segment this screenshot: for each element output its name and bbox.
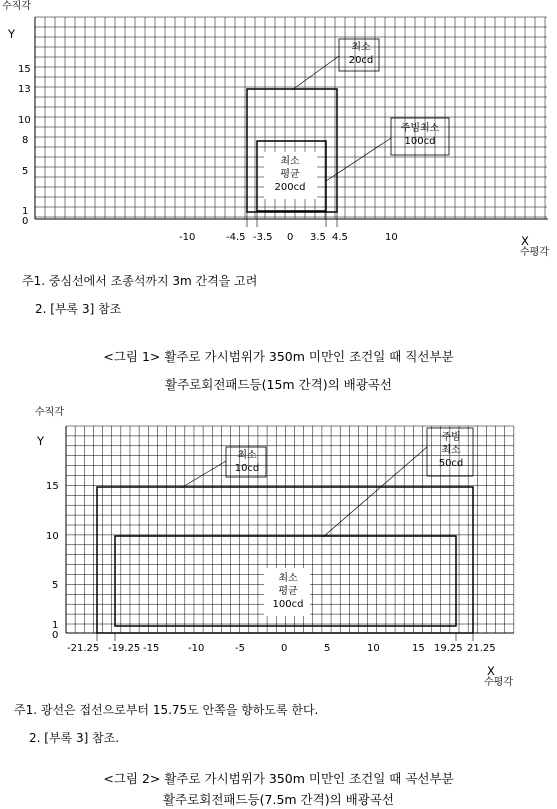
fig1-ytick-1: 1 [22,206,29,217]
fig2-ytick-0: 0 [52,630,59,641]
fig1-right-leader [326,138,391,181]
fig2-xtick-10: 10 [367,643,380,654]
fig2-xtick-19.25: 19.25 [434,643,463,654]
fig1-ytick-8: 8 [22,135,29,146]
fig1-ytick-0: 0 [22,216,29,227]
fig1-outer-box-label: 최소 20cd [348,42,374,66]
fig1-y-letter: Y [8,27,16,41]
fig2-xtick-neg21.25: -21.25 [67,643,100,654]
fig1-xtick-0: 0 [287,232,294,243]
fig2-inner-box-label: 최소 평균 100cd [272,573,304,610]
fig2-horizontal-axis-label: 수평각 [484,677,513,688]
fig1-note-1: 주1. 중심선에서 조종석까지 3m 간격을 고려 [22,274,258,288]
fig2-xtick-neg15: -15 [143,643,160,654]
fig2-caption-line1: <그림 2> 활주로 가시범위가 350m 미만인 조건일 때 곡선부분 [103,771,454,786]
fig2-xtick-neg10: -10 [188,643,205,654]
fig2-right-box-label: 주빔 최소 50cd [438,432,464,469]
fig1-caption-line1: <그림 1> 활주로 가시범위가 350m 미만인 조건일 때 직선부분 [103,349,454,364]
fig2-left-box-label: 최소 10cd [234,450,260,474]
fig1-inner-box-label: 최소 평균 200cd [274,156,306,193]
fig2-ytick-15: 15 [46,481,59,492]
fig2-ytick-1: 1 [52,620,59,631]
fig1-xtick-4.5: 4.5 [332,232,348,243]
fig1-vertical-axis-label: 수직각 [2,1,31,12]
fig1-note-2: 2. [부록 3] 참조 [35,302,122,316]
fig1-ytick-5: 5 [22,166,29,177]
fig2-y-letter: Y [37,434,45,448]
fig1-right-box-label: 주빔최소 100cd [400,123,440,147]
fig2-note-2: 2. [부록 3] 참조. [29,731,120,745]
fig2-left-leader [181,461,226,488]
fig2-caption-line2: 활주로회전패드등(7.5m 간격)의 배광곡선 [163,792,394,807]
fig2-right-leader [323,447,427,537]
fig1-xtick-neg10: -10 [179,232,196,243]
fig2-xtick-15: 15 [412,643,425,654]
fig2-vertical-axis-label: 수직각 [35,407,64,418]
fig2-xtick-neg19.25: -19.25 [108,643,141,654]
fig1-xtick-neg4.5: -4.5 [226,232,246,243]
fig2-ytick-5: 5 [52,580,59,591]
fig2-xtick-0: 0 [281,643,288,654]
fig1-caption-line2: 활주로회전패드등(15m 간격)의 배광곡선 [165,377,392,392]
fig1-ytick-13: 13 [18,84,31,95]
fig2-x-letter: X [487,664,495,678]
fig1-ytick-15: 15 [18,64,31,75]
fig1-outer-leader [292,56,339,90]
fig1-xtick-neg3.5: -3.5 [253,232,273,243]
fig2-xtick-neg5: -5 [235,643,245,654]
fig2-xtick-5: 5 [324,643,331,654]
fig1-xtick-3.5: 3.5 [310,232,326,243]
fig2-xtick-21.25: 21.25 [467,643,496,654]
fig2-ytick-10: 10 [46,531,59,542]
fig1-ytick-10: 10 [18,115,31,126]
fig2-note-1: 주1. 광선은 접선으로부터 15.75도 안쪽을 향하도록 한다. [14,703,319,717]
fig1-horizontal-axis-label: 수평각 [520,247,549,258]
fig1-xtick-10: 10 [385,232,398,243]
fig1-x-letter: X [521,234,529,248]
